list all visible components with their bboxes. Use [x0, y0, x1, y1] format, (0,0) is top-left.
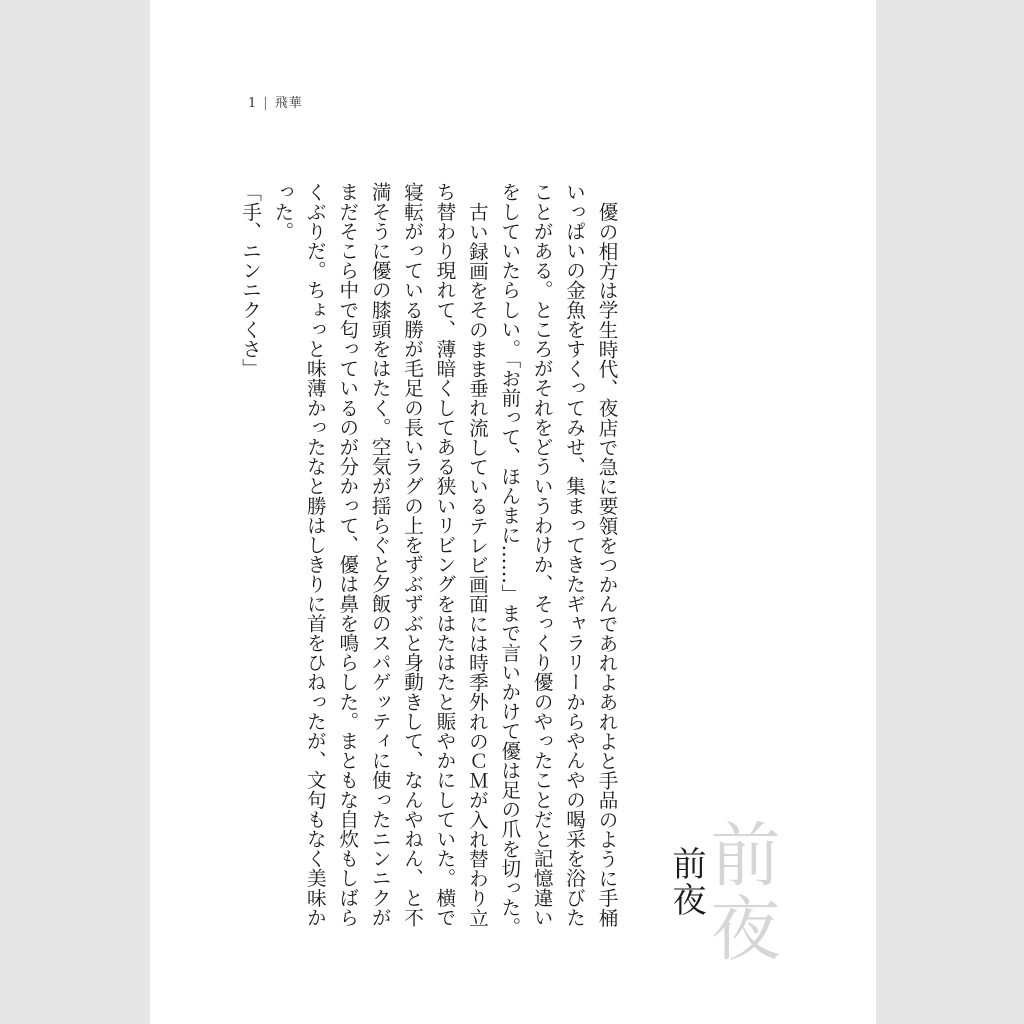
chapter-title-ghost: 前夜 — [699, 818, 781, 966]
header-separator: | — [263, 96, 269, 111]
page-number: 1 — [248, 96, 258, 111]
paragraph-2: 古い録画をそのまま垂れ流しているテレビ画面には時季外れのＣＭが入れ替わり立ち替わり現れて、薄暗くしてある狭いリビングをはたはたと賑やかにしていた。横で寝転がっている勝が毛足の長いラグの上をずぶずぶと身動きして、なんやねん、と不満そうに優の膝頭をはたく。空気が揺らぐと夕飯のスパゲッティに使ったニンニクがまだそこら中で匂っているのが分かって、優は鼻を鳴らした。まともな自炊もしばらくぶりだ。ちょっと味薄かったなと勝はしきりに首をひねったが、文句もなく美味かった。 — [270, 182, 489, 927]
book-title: 飛華 — [274, 96, 303, 111]
paragraph-3: 「手、ニンニクくさ」 — [238, 182, 262, 378]
paragraph-1: 優の相方は学生時代、夜店で急に要領をつかんであれよあれよと手品のように手桶いっぱいの金魚をすくってみせ、集まってきたギャラリーからやんやの喝采を浴びたことがある。ところがそれをどういうわけか、そっくり優のやったことだと記憶違いをしていたらしい。「お前って、ほんまに……」まで言いかけて優は足の爪を切った。 — [497, 182, 618, 937]
running-head — [248, 92, 303, 111]
body-text — [238, 182, 622, 942]
chapter-title: 前夜 — [666, 846, 706, 918]
book-page — [150, 0, 876, 1024]
